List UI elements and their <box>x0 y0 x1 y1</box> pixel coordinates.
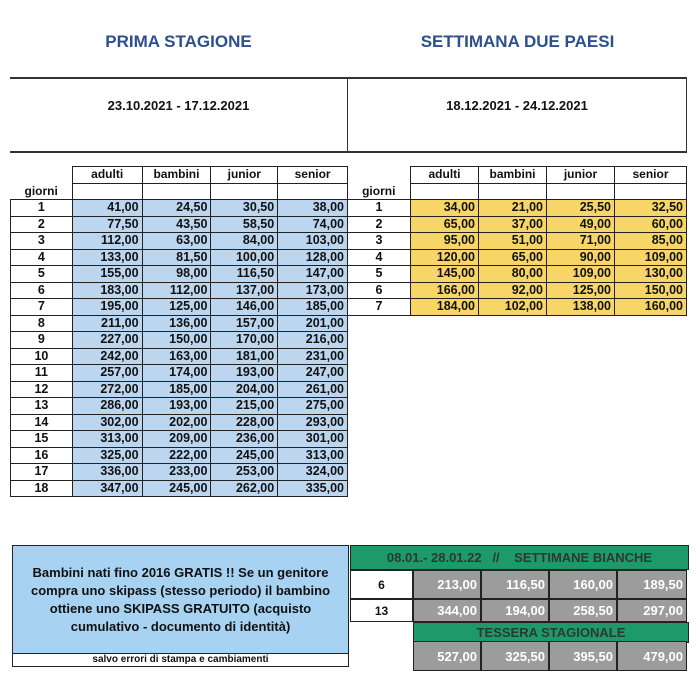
table-row <box>11 299 348 316</box>
table-row <box>11 332 348 349</box>
day-cell: 15 <box>11 431 73 448</box>
table-row <box>11 348 348 365</box>
price-cell-junior: 215,00 <box>211 398 278 415</box>
day-cell: 13 <box>11 398 73 415</box>
sb-day-cell: 6 <box>350 570 413 599</box>
blank-header-cell <box>72 183 142 200</box>
price-cell-adulti: 325,00 <box>72 447 142 464</box>
price-cell-senior: 313,00 <box>278 447 348 464</box>
price-cell-bambini: 163,00 <box>142 348 211 365</box>
left-title: PRIMA STAGIONE <box>105 32 252 51</box>
price-cell-bambini: 125,00 <box>142 299 211 316</box>
day-cell: 5 <box>348 266 411 283</box>
table-row <box>11 398 348 415</box>
price-cell-adulti: 211,00 <box>72 315 142 332</box>
day-cell: 7 <box>11 299 73 316</box>
table-row <box>11 447 348 464</box>
price-cell-adulti: 347,00 <box>72 480 142 497</box>
price-cell-adulti: 95,00 <box>411 233 479 250</box>
price-cell-adulti: 286,00 <box>72 398 142 415</box>
day-cell: 2 <box>11 216 73 233</box>
table-row <box>11 200 348 217</box>
price-cell-adulti: 272,00 <box>72 381 142 398</box>
sb-price-cell: 213,00 <box>413 570 481 599</box>
left-period-box <box>10 77 348 153</box>
sb-price-cell: 189,50 <box>617 570 687 599</box>
sb-price-cell: 344,00 <box>413 599 481 622</box>
blank-header-cell <box>211 183 278 200</box>
table-row <box>348 299 687 316</box>
price-cell-bambini: 193,00 <box>142 398 211 415</box>
column-header-adulti: adulti <box>72 167 142 184</box>
price-cell-junior: 90,00 <box>547 249 615 266</box>
right-price-table <box>347 166 687 316</box>
price-cell-senior: 173,00 <box>278 282 348 299</box>
sb-price-cell: 297,00 <box>617 599 687 622</box>
price-cell-junior: 25,50 <box>547 200 615 217</box>
table-row <box>11 381 348 398</box>
price-cell-senior: 275,00 <box>278 398 348 415</box>
price-cell-senior: 74,00 <box>278 216 348 233</box>
tessera-price-cell: 479,00 <box>617 641 687 671</box>
left-period: 23.10.2021 - 17.12.2021 <box>107 98 250 113</box>
price-cell-senior: 201,00 <box>278 315 348 332</box>
table-row <box>11 414 348 431</box>
price-cell-senior: 247,00 <box>278 365 348 382</box>
price-cell-senior: 32,50 <box>615 200 687 217</box>
right-period: 18.12.2021 - 24.12.2021 <box>446 98 588 113</box>
sb-price-cell: 194,00 <box>481 599 549 622</box>
price-cell-bambini: 37,00 <box>479 216 547 233</box>
giorni-row <box>348 183 687 200</box>
price-cell-senior: 335,00 <box>278 480 348 497</box>
header-row <box>11 167 348 184</box>
price-cell-adulti: 242,00 <box>72 348 142 365</box>
price-cell-junior: 116,50 <box>211 266 278 283</box>
price-cell-adulti: 34,00 <box>411 200 479 217</box>
day-cell: 5 <box>11 266 73 283</box>
price-cell-junior: 58,50 <box>211 216 278 233</box>
table-row <box>11 266 348 283</box>
price-cell-junior: 204,00 <box>211 381 278 398</box>
blank-header-cell <box>479 183 547 200</box>
price-cell-junior: 137,00 <box>211 282 278 299</box>
sb-price-cell: 258,50 <box>549 599 617 622</box>
column-header-bambini: bambini <box>479 167 547 184</box>
price-cell-bambini: 174,00 <box>142 365 211 382</box>
price-cell-junior: 71,00 <box>547 233 615 250</box>
price-cell-senior: 150,00 <box>615 282 687 299</box>
price-cell-adulti: 313,00 <box>72 431 142 448</box>
price-cell-bambini: 202,00 <box>142 414 211 431</box>
price-cell-adulti: 336,00 <box>72 464 142 481</box>
day-cell: 11 <box>11 365 73 382</box>
price-cell-adulti: 41,00 <box>72 200 142 217</box>
blank-header-cell <box>615 183 687 200</box>
price-cell-senior: 38,00 <box>278 200 348 217</box>
day-cell: 12 <box>11 381 73 398</box>
sb-price-cell: 116,50 <box>481 570 549 599</box>
column-header-junior: junior <box>211 167 278 184</box>
day-cell: 3 <box>348 233 411 250</box>
price-cell-senior: 109,00 <box>615 249 687 266</box>
price-cell-adulti: 166,00 <box>411 282 479 299</box>
empty-corner <box>348 167 411 184</box>
tessera-price-cell: 527,00 <box>413 641 481 671</box>
price-cell-adulti: 257,00 <box>72 365 142 382</box>
blank-header-cell <box>547 183 615 200</box>
giorni-label: giorni <box>348 183 411 200</box>
price-cell-adulti: 302,00 <box>72 414 142 431</box>
empty-corner <box>11 167 73 184</box>
left-price-table <box>10 166 348 497</box>
price-cell-bambini: 112,00 <box>142 282 211 299</box>
tessera-stagionale-header: TESSERA STAGIONALE <box>413 622 689 643</box>
price-cell-junior: 49,00 <box>547 216 615 233</box>
price-cell-adulti: 77,50 <box>72 216 142 233</box>
settimane-bianche-header: 08.01.- 28.01.22 // SETTIMANE BIANCHE <box>350 545 689 570</box>
disclaimer: salvo errori di stampa e cambiamenti <box>12 653 349 667</box>
price-cell-bambini: 65,00 <box>479 249 547 266</box>
day-cell: 1 <box>348 200 411 217</box>
price-cell-senior: 216,00 <box>278 332 348 349</box>
children-free-note <box>12 545 349 655</box>
price-cell-bambini: 51,00 <box>479 233 547 250</box>
table-row <box>11 464 348 481</box>
price-cell-bambini: 209,00 <box>142 431 211 448</box>
column-header-bambini: bambini <box>142 167 211 184</box>
price-cell-bambini: 245,00 <box>142 480 211 497</box>
price-cell-adulti: 155,00 <box>72 266 142 283</box>
price-cell-junior: 262,00 <box>211 480 278 497</box>
price-cell-adulti: 184,00 <box>411 299 479 316</box>
table-row <box>348 249 687 266</box>
table-row <box>11 431 348 448</box>
price-cell-junior: 125,00 <box>547 282 615 299</box>
price-cell-senior: 261,00 <box>278 381 348 398</box>
price-cell-adulti: 65,00 <box>411 216 479 233</box>
table-row <box>11 216 348 233</box>
price-cell-bambini: 102,00 <box>479 299 547 316</box>
price-cell-bambini: 24,50 <box>142 200 211 217</box>
day-cell: 4 <box>348 249 411 266</box>
column-header-adulti: adulti <box>411 167 479 184</box>
blank-header-cell <box>278 183 348 200</box>
day-cell: 1 <box>11 200 73 217</box>
price-cell-senior: 85,00 <box>615 233 687 250</box>
header-row <box>348 167 687 184</box>
price-cell-junior: 109,00 <box>547 266 615 283</box>
price-cell-junior: 30,50 <box>211 200 278 217</box>
price-cell-junior: 228,00 <box>211 414 278 431</box>
table-row <box>11 233 348 250</box>
price-cell-junior: 245,00 <box>211 447 278 464</box>
price-cell-junior: 181,00 <box>211 348 278 365</box>
day-cell: 4 <box>11 249 73 266</box>
price-cell-senior: 160,00 <box>615 299 687 316</box>
right-period-box <box>348 77 687 153</box>
price-cell-adulti: 227,00 <box>72 332 142 349</box>
day-cell: 6 <box>348 282 411 299</box>
table-row <box>348 282 687 299</box>
table-row <box>11 315 348 332</box>
price-cell-senior: 185,00 <box>278 299 348 316</box>
price-cell-bambini: 233,00 <box>142 464 211 481</box>
price-cell-senior: 231,00 <box>278 348 348 365</box>
day-cell: 18 <box>11 480 73 497</box>
price-cell-senior: 60,00 <box>615 216 687 233</box>
table-row <box>348 216 687 233</box>
price-cell-junior: 146,00 <box>211 299 278 316</box>
price-cell-junior: 170,00 <box>211 332 278 349</box>
price-cell-bambini: 98,00 <box>142 266 211 283</box>
price-cell-bambini: 136,00 <box>142 315 211 332</box>
day-cell: 8 <box>11 315 73 332</box>
table-row <box>348 233 687 250</box>
price-cell-bambini: 63,00 <box>142 233 211 250</box>
day-cell: 2 <box>348 216 411 233</box>
sb-day-cell: 13 <box>350 599 413 622</box>
price-cell-junior: 193,00 <box>211 365 278 382</box>
price-cell-senior: 293,00 <box>278 414 348 431</box>
table-row <box>11 365 348 382</box>
giorni-label: giorni <box>11 183 73 200</box>
price-cell-senior: 147,00 <box>278 266 348 283</box>
price-cell-senior: 128,00 <box>278 249 348 266</box>
day-cell: 17 <box>11 464 73 481</box>
price-cell-bambini: 185,00 <box>142 381 211 398</box>
price-cell-junior: 100,00 <box>211 249 278 266</box>
price-cell-adulti: 183,00 <box>72 282 142 299</box>
day-cell: 7 <box>348 299 411 316</box>
price-cell-adulti: 195,00 <box>72 299 142 316</box>
price-cell-junior: 84,00 <box>211 233 278 250</box>
price-cell-senior: 103,00 <box>278 233 348 250</box>
column-header-senior: senior <box>278 167 348 184</box>
right-title: SETTIMANA DUE PAESI <box>420 32 615 51</box>
price-cell-junior: 157,00 <box>211 315 278 332</box>
price-cell-bambini: 92,00 <box>479 282 547 299</box>
day-cell: 9 <box>11 332 73 349</box>
price-cell-adulti: 112,00 <box>72 233 142 250</box>
price-cell-junior: 138,00 <box>547 299 615 316</box>
table-row <box>348 266 687 283</box>
day-cell: 14 <box>11 414 73 431</box>
tessera-price-cell: 325,50 <box>481 641 549 671</box>
price-cell-bambini: 80,00 <box>479 266 547 283</box>
day-cell: 6 <box>11 282 73 299</box>
price-cell-adulti: 120,00 <box>411 249 479 266</box>
price-cell-bambini: 43,50 <box>142 216 211 233</box>
price-cell-bambini: 222,00 <box>142 447 211 464</box>
children-free-note-text: Bambini nati fino 2016 GRATIS !! Se un genitore compra uno skipass (stesso periodo) il bambino ottiene uno SKIPASS GRATUITO (acquisto cumulativo - documento di identità) <box>30 565 331 634</box>
table-row <box>11 249 348 266</box>
price-cell-bambini: 150,00 <box>142 332 211 349</box>
price-cell-bambini: 81,50 <box>142 249 211 266</box>
giorni-row <box>11 183 348 200</box>
price-cell-bambini: 21,00 <box>479 200 547 217</box>
blank-header-cell <box>411 183 479 200</box>
price-cell-senior: 301,00 <box>278 431 348 448</box>
price-cell-adulti: 133,00 <box>72 249 142 266</box>
table-row <box>11 282 348 299</box>
price-cell-senior: 130,00 <box>615 266 687 283</box>
day-cell: 10 <box>11 348 73 365</box>
day-cell: 3 <box>11 233 73 250</box>
sb-price-cell: 160,00 <box>549 570 617 599</box>
price-cell-senior: 324,00 <box>278 464 348 481</box>
blank-header-cell <box>142 183 211 200</box>
table-row <box>348 200 687 217</box>
price-cell-adulti: 145,00 <box>411 266 479 283</box>
day-cell: 16 <box>11 447 73 464</box>
price-cell-junior: 253,00 <box>211 464 278 481</box>
tessera-price-cell: 395,50 <box>549 641 617 671</box>
price-cell-junior: 236,00 <box>211 431 278 448</box>
column-header-junior: junior <box>547 167 615 184</box>
table-row <box>11 480 348 497</box>
column-header-senior: senior <box>615 167 687 184</box>
